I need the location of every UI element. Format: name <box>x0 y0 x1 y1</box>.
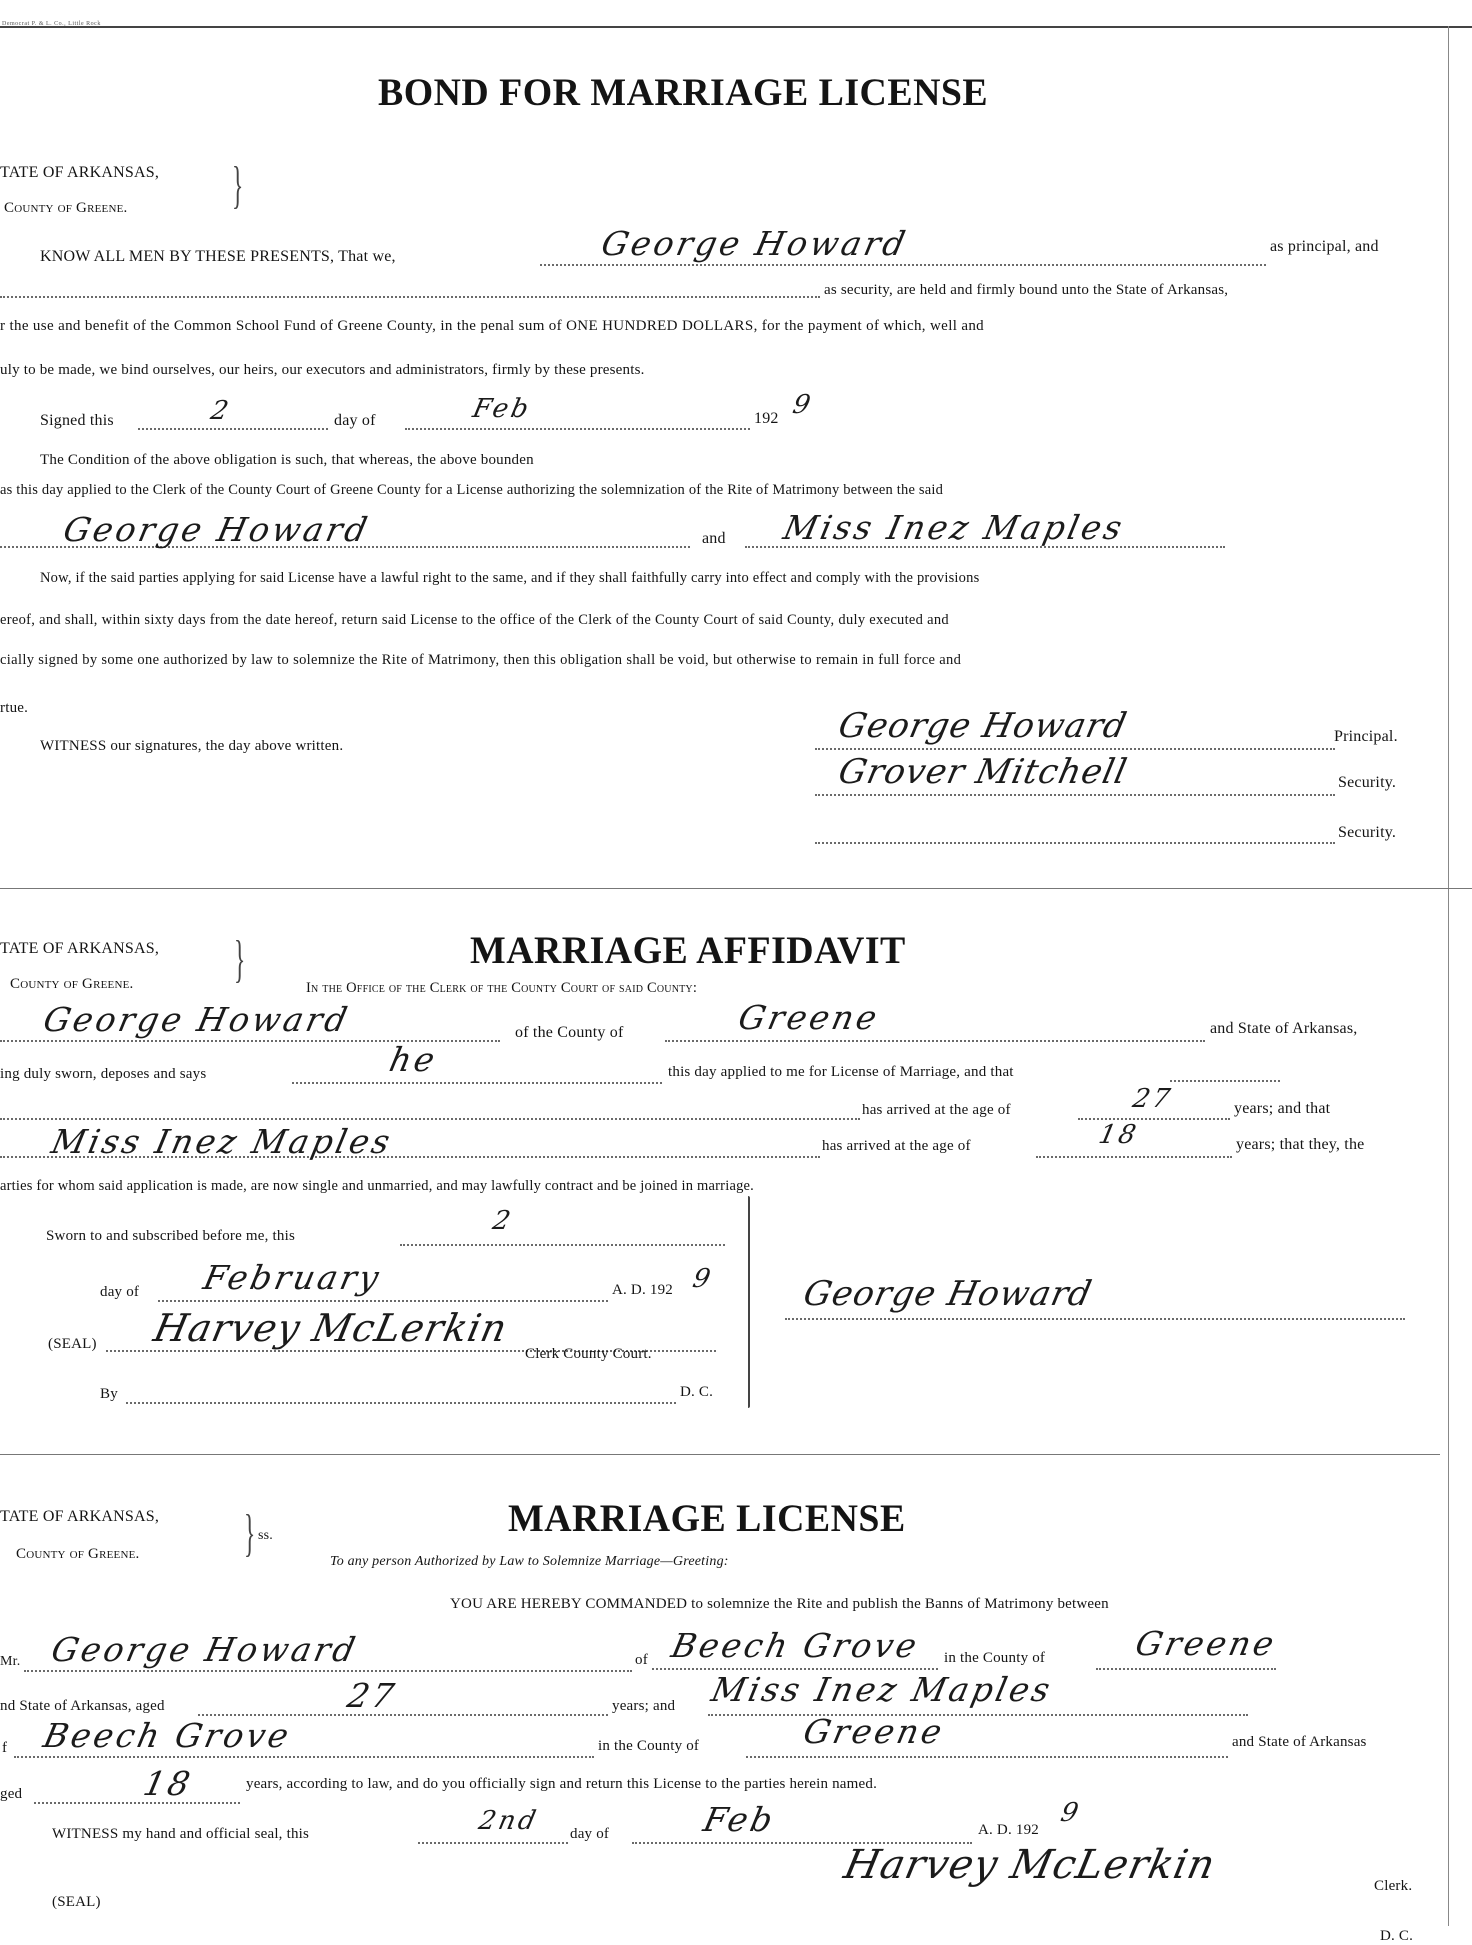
affidavit-day-of: day of <box>100 1284 140 1300</box>
bride-town-line <box>14 1756 594 1758</box>
principal-line <box>540 264 1266 266</box>
bond-divider <box>0 888 1472 889</box>
principal-sig-line <box>815 748 1335 750</box>
commanded-text: YOU ARE HEREBY COMMANDED to solemnize the Rite and publish the Banns of Matrimony between <box>450 1596 1109 1612</box>
sworn-pre: ing duly sworn, deposes and says <box>0 1066 207 1082</box>
groom-name-hw: George Howard <box>60 510 374 549</box>
affidavit-county-label: County of Greene. <box>10 976 134 992</box>
as-principal-label: as principal, and <box>1270 238 1379 255</box>
affidavit-dc: D. C. <box>680 1384 714 1400</box>
groom-age-hw: 27 <box>1130 1084 1176 1114</box>
aged-label: ged <box>0 1786 23 1802</box>
affidavit-divider <box>0 1454 1440 1455</box>
groom-arrived-line <box>0 1118 860 1120</box>
year-prefix: 192 <box>754 410 779 427</box>
security-signature: Grover Mitchell <box>835 752 1131 792</box>
affiant-county-hw: Greene <box>735 998 884 1037</box>
witness-month-hw: Feb <box>700 1800 780 1839</box>
groom-county-hw: Greene <box>1132 1624 1281 1663</box>
license-greeting: To any person Authorized by Law to Solemnize Marriage—Greeting: <box>330 1554 729 1569</box>
affidavit-brace: } <box>234 931 246 988</box>
top-border <box>0 26 1472 28</box>
bond-brace: } <box>232 157 244 214</box>
parties-text: arties for whom said application is made, are now single and unmarried, and may lawfully contract and be joined in marriage. <box>0 1178 754 1194</box>
in-county-label-2: in the County of <box>598 1738 700 1754</box>
signed-this-label: Signed this <box>40 412 114 429</box>
signed-day-line <box>138 428 328 430</box>
license-brace: } <box>244 1505 256 1562</box>
affidavit-bride-hw: Miss Inez Maples <box>48 1122 397 1161</box>
sworn-tail-line <box>1170 1080 1280 1082</box>
affiant-sig-line <box>785 1318 1405 1320</box>
license-clerk-signature: Harvey McLerkin <box>840 1842 1220 1888</box>
sworn-day-hw: 2 <box>490 1206 516 1236</box>
now-line1: Now, if the said parties applying for said License have a lawful right to the same, and if they shall faithfully carry into effect and comply with the provisions <box>40 570 980 586</box>
principal-label: Principal. <box>1334 728 1398 745</box>
license-and-state: and State of Arkansas <box>1232 1734 1367 1750</box>
sworn-to-label: Sworn to and subscribed before me, this <box>46 1228 296 1244</box>
affidavit-title: MARRIAGE AFFIDAVIT <box>470 929 906 972</box>
now-line3: cially signed by some one authorized by law to solemnize the Rite of Matrimony, then this obligation shall be void, but otherwise to remain in full force and <box>0 652 962 668</box>
and-state-label: and State of Arkansas, <box>1210 1020 1358 1037</box>
license-ss: ss. <box>258 1528 273 1543</box>
bride-age-line <box>1036 1156 1232 1158</box>
by-label: By <box>100 1386 118 1402</box>
sworn-day-line <box>400 1244 725 1246</box>
license-dc: D. C. <box>1380 1928 1414 1944</box>
groom-town-hw: Beech Grove <box>668 1626 924 1665</box>
groom-age-line <box>1078 1118 1230 1120</box>
license-county-label: County of Greene. <box>16 1546 140 1562</box>
signed-day-hw: 2 <box>208 396 234 426</box>
license-title: MARRIAGE LICENSE <box>508 1497 906 1540</box>
license-groom-line <box>24 1670 632 1672</box>
bond-line4: uly to be made, we bind ourselves, our heirs, our executors and administrators, firmly by these presents. <box>0 362 645 378</box>
bond-line3: r the use and benefit of the Common School Fund of Greene County, in the penal sum of ONE HUNDRED DOLLARS, for the payment of which, well and <box>0 318 985 334</box>
affiant-signature: George Howard <box>800 1274 1096 1314</box>
license-bride-line <box>708 1714 1248 1716</box>
license-clerk-label: Clerk. <box>1374 1878 1413 1894</box>
witness-day-line <box>418 1842 568 1844</box>
affidavit-office: In the Office of the Clerk of the County Court of said County: <box>306 980 698 996</box>
groom-arrived-label: has arrived at the age of <box>862 1102 1011 1118</box>
years-that-they: years; that they, the <box>1236 1136 1365 1153</box>
bride-name-hw: Miss Inez Maples <box>780 508 1129 547</box>
signed-month-line <box>405 428 750 430</box>
affidavit-ad: A. D. 192 <box>612 1282 673 1298</box>
bond-line6: as this day applied to the Clerk of the County Court of Greene County for a License authorizing the solemnization of the Rite of Matrimony between the said <box>0 482 944 498</box>
bride-town-hw: Beech Grove <box>40 1716 296 1755</box>
groom-county-line <box>1096 1668 1276 1670</box>
day-of-label: day of <box>334 412 376 429</box>
license-bride-age-line <box>34 1802 240 1804</box>
bride-arrived-label: has arrived at the age of <box>822 1138 971 1154</box>
printer-imprint: Democrat P. & L. Co., Little Rock <box>2 21 101 27</box>
affiant-name-hw: George Howard <box>40 1000 354 1039</box>
license-ad: A. D. 192 <box>978 1822 1039 1838</box>
affidavit-state-label: TATE OF ARKANSAS, <box>0 940 160 957</box>
sworn-month-hw: February <box>200 1258 386 1297</box>
sworn-month-line <box>158 1300 608 1302</box>
now-line2: ereof, and shall, within sixty days from the date hereof, return said License to the office of the Clerk of the County Court of said County, duly executed and <box>0 612 949 628</box>
bride-county-line <box>746 1756 1228 1758</box>
affidavit-seal: (SEAL) <box>48 1336 97 1352</box>
bond-county-label: County of Greene. <box>4 200 128 216</box>
state-aged-label: nd State of Arkansas, aged <box>0 1698 165 1714</box>
in-county-label: in the County of <box>944 1650 1046 1666</box>
as-security-text: as security, are held and firmly bound unto the State of Arkansas, <box>824 282 1229 298</box>
now-line4: rtue. <box>0 700 29 716</box>
security-label-2: Security. <box>1338 824 1397 841</box>
pronoun-line <box>292 1082 662 1084</box>
license-witness: WITNESS my hand and official seal, this <box>52 1826 310 1842</box>
witness-text: WITNESS our signatures, the day above written. <box>40 738 344 754</box>
affidavit-ad-year-hw: 9 <box>690 1264 716 1294</box>
bond-state-label: TATE OF ARKANSAS, <box>0 164 160 181</box>
and-label: and <box>702 530 726 547</box>
mr-label: Mr. <box>0 1654 21 1669</box>
license-state-label: TATE OF ARKANSAS, <box>0 1508 160 1525</box>
license-ad-year-hw: 9 <box>1058 1798 1084 1828</box>
of-label: of <box>635 1652 648 1668</box>
license-day-of: day of <box>570 1826 610 1842</box>
year-suffix-hw: 9 <box>790 390 816 420</box>
of-short-label: f <box>2 1740 8 1756</box>
signed-month-hw: Feb <box>470 394 535 424</box>
security-sig-line-1 <box>815 794 1335 796</box>
pronoun-hw: he <box>386 1040 442 1079</box>
years-and-that: years; and that <box>1234 1100 1331 1117</box>
bride-age-hw: 18 <box>1096 1120 1142 1150</box>
years-and-label: years; and <box>612 1698 676 1714</box>
affidavit-clerk-signature: Harvey McLerkin <box>150 1306 512 1350</box>
license-groom-age-hw: 27 <box>344 1676 401 1715</box>
sworn-post: this day applied to me for License of Marriage, and that <box>668 1064 1014 1080</box>
security-line <box>0 296 820 298</box>
license-groom-hw: George Howard <box>48 1630 362 1669</box>
clerk-county-court: Clerk County Court. <box>525 1346 652 1362</box>
witness-day-hw: 2nd <box>476 1806 542 1836</box>
affiant-county-line <box>665 1040 1205 1042</box>
bride-county-hw: Greene <box>800 1712 949 1751</box>
license-seal: (SEAL) <box>52 1894 101 1910</box>
principal-signature: George Howard <box>835 706 1131 746</box>
affidavit-bracket <box>748 1196 750 1408</box>
license-bride-age-hw: 18 <box>140 1764 197 1803</box>
bond-know-all: KNOW ALL MEN BY THESE PRESENTS, That we, <box>40 248 396 265</box>
bond-title: BOND FOR MARRIAGE LICENSE <box>378 71 989 114</box>
security-label-1: Security. <box>1338 774 1397 791</box>
right-border <box>1448 26 1449 1926</box>
years-law-text: years, according to law, and do you officially sign and return this License to the parties herein named. <box>246 1776 878 1792</box>
condition-text: The Condition of the above obligation is such, that whereas, the above bounden <box>40 452 534 468</box>
of-county-label: of the County of <box>515 1024 624 1041</box>
security-sig-line-2 <box>815 842 1335 844</box>
license-bride-hw: Miss Inez Maples <box>708 1670 1057 1709</box>
principal-name-hw: George Howard <box>598 224 912 263</box>
by-line <box>126 1402 676 1404</box>
